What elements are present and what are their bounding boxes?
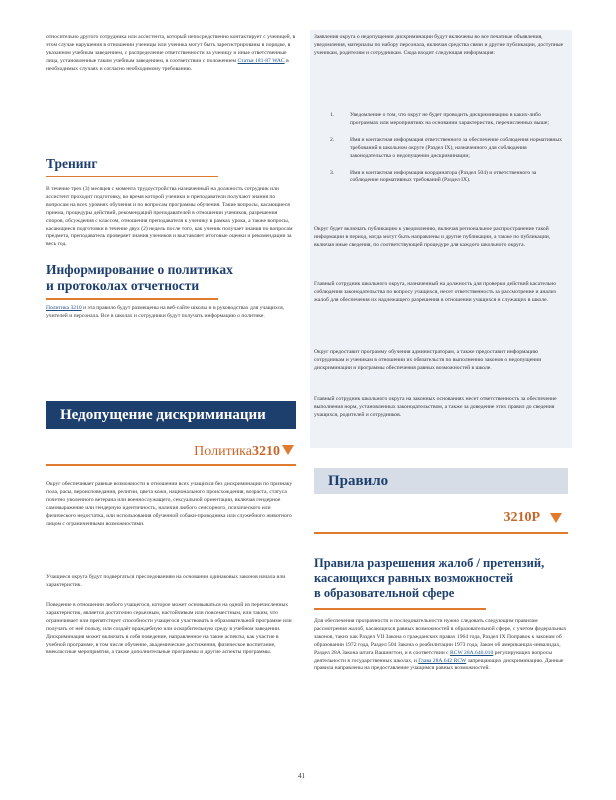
intro-continuation-text: относительно другого сотрудника или ассистента, который непосредственно контактирует с ученицей, в этом случае нарушения в отношении ученицы или ученика могут быть зарегистрированы в порядке, в указанном учебным заведением, с распределение ответственности за ученицу и иные ответственные лица, установленные таким учебным заведением, в соответствии с положением [46, 34, 296, 64]
rule-paragraph [314, 618, 568, 673]
training-paragraph: В течение трех (3) месяцев с момента трудоустройства назначенный на должность сотрудник или ассистент проходит подготовку, во время которой ученики и преподаватели получают знания по вопросам на всех уровнях обучения и по вопросам программы обучения. Такие вопросы, касающиеся приема, процедуры действий, рекомендаций преподавателей в отношении учеников, разрешения споров, обсуждения с классом, отношения преподавателя к ученику в рамках урока, а также вопросы, касающиеся подготовки в течение двух (2) недель после того, как ученик получает знания по вопросам предмета, преподаватель проверяет знания учеников и выставляет итоговые оценки и рекомендации за весь год. [46, 186, 293, 248]
rule-paragraph-tail: запрещающих дискриминацию. Данные правила направлены на предоставление учащимся равных возможностей. [314, 657, 564, 672]
inform-heading [46, 262, 296, 294]
list-item-number: 3. [330, 169, 335, 176]
inform-heading-line-1: Информирование о политиках [46, 262, 233, 277]
inform-paragraph-text: и эта правило будут размещены на веб-сайте школы и в руководствах для учащихся, учителей и персонала. Все в школах и сотрудники будут получать информацию о политике. [46, 305, 285, 319]
list-item-number: 1. [330, 112, 335, 118]
list-item-text: Имя и контактная информация ответственного за обеспечение соблюдения нормативных требований в школьном округе (Раздел IX), назначенного для соблюдения законодательства о недопущении дискриминации; [350, 136, 562, 159]
rule-triangle-icon [550, 513, 562, 523]
page-number: 41 [298, 772, 305, 780]
list-item-text: Имя и контактная информация координатора (Раздел 504) и ответственного за соблюдение нормативных требований (Раздел IX). [350, 169, 537, 184]
nondiscrimination-paragraph-1: Округ обеспечивает равные возможности в отношении всех учащихся без дискриминации по признаку пола, расы, вероисповедания, религии, цвета кожи, национального происхождения, возраста, статуса почетно уволенного ветерана или военнослужащего, сексуальной ориентации, включая гендерное самовыражение или гендерную идентичность, наличия любого сенсорного, психического или физического недостатка, или использования обученной собаки-проводника или служебного животного лицом с ограниченными возможностями. [46, 481, 293, 527]
nondiscrimination-paragraph-3: Поведение в отношении любого учащегося, которое может основываться на одной из перечисленных характеристик, является достаточно серьезным, настойчивым или повсеместным, или таким, что ограничивает или препятствует способности учащегося участвовать в образовательной программе или получать от неё пользу, или создаёт враждебную или оскорбительную среду в учебном заведении. Дискриминация может включать в себя поведение, направленное на такие аспекты, как участие в учебной программе, в том числе обучение, академические достижения, физическое воспитание, внеклассные мероприятия, а также дополнительные программы и другие аспекты программы. [46, 602, 292, 656]
statement-paragraph-5: Главный сотрудник школьного округа на законных основаниях несет ответственность за обеспечение выполнения норм, установленных законодательством, а также за доведение этих правил до сведения учащихся, родителей и сотрудников. [314, 396, 557, 418]
statement-paragraph-3: Главный сотрудник школьного округа, назначенный на должность для проверки действий касательно соблюдения законодательства по вопросу учащихся, несет ответственность за рассмотрение и анализ жалоб для обеспечения их надлежащего разрешения в отношении учащихся и служащих в школе. [314, 281, 557, 303]
policy-divider [46, 464, 296, 466]
statement-paragraph-2: Округ будет включать публикацию к уведомлению, включая региональное распространение такой информации в период, когда могут быть направлены и другие публикации, а также по публикации, включая иные сведения, по соответствующей процедуре для каждого школьного округа. [314, 226, 551, 248]
inform-paragraph [46, 305, 296, 321]
rcw-642-link[interactable]: Глава 28A.642 RCW [418, 657, 467, 664]
rule-heading-line-2: касающихся равных возможностей [314, 571, 514, 585]
rule-number-label: 3210P [503, 510, 540, 525]
policy-label-text: Политика [194, 444, 252, 459]
nondiscrimination-banner: Недопущение дискриминации [46, 401, 296, 429]
rule-divider [314, 532, 568, 534]
rule-heading-underline [314, 608, 486, 610]
statement-paragraph-4: Округ предоставит программу обучения администраторам, а также предоставит информацию сотрудникам и ученикам в отношении их обязательств по выполнению законов о недопущении дискриминации и программы обеспечения равных возможностей в школе. [314, 349, 542, 371]
rcw-640-link[interactable]: RCW 28A.640.010 [449, 649, 494, 656]
list-item [330, 137, 566, 161]
rule-paragraph-mid: регулирующих вопросы деятельности в государственных школах, и [314, 649, 553, 664]
policy-triangle-icon [282, 445, 294, 455]
rule-heading [314, 556, 568, 601]
policy-number-text: 3210 [252, 444, 280, 459]
policy-number-label [180, 442, 280, 460]
statement-requirements-list [330, 112, 566, 194]
statement-intro-paragraph: Заявления округа о недопущении дискриминации будут включены во все печатные объявления, уведомления, материалы по набору персонала, включая средства связи и другие публикации, доступные ученикам, родителям и сотрудникам. Сюда входит следующая информация: [314, 34, 564, 56]
wac-link[interactable]: Статья 181-87 WAC [237, 57, 285, 64]
intro-continuation-paragraph [46, 34, 296, 74]
rule-heading-line-1: Правила разрешения жалоб / претензий, [314, 556, 545, 570]
list-item-number: 2. [330, 136, 335, 143]
inform-heading-underline [46, 298, 218, 300]
inform-heading-line-2: и протоколах отчетности [46, 278, 200, 293]
rule-heading-line-3: в образовательной сфере [314, 586, 455, 600]
rule-paragraph-text: Для обеспечения прозрачности и последовательности нужно следовать следующим правилам рассмотрения жалоб, касающихся равных возможностей в образовательной сфере, с учетом федеральных законов, таких как Раздел VII Закона о гражданских правах 1964 года, Раздел IX Поправок к законам об образовании 1972 года, Раздел 504 Закона о реабилитации 1973 года, Закон об американцах-инвалидах, Раздел 28A Закона штата Вашингтон, и в соответствии с [314, 618, 567, 656]
list-item-text: Уведомление о том, что округ не будет проводить дискриминацию в каких-либо программах или мероприятиях на основании характеристик, перечисленных выше; [350, 112, 549, 126]
rule-banner: Правило [314, 468, 568, 494]
training-heading: Тренинг [46, 156, 98, 171]
intro-continuation-tail: в необходимых случаях и согласно необходимому требованию. [46, 57, 289, 72]
list-item [330, 112, 566, 128]
nondiscrimination-paragraph-2: Учащиеся округа будут подвергаться преследованиям на основании одинаковых законов начала или характеристик. [46, 574, 286, 588]
policy-3210-link[interactable]: Политика 3210 [46, 305, 82, 311]
list-item [330, 170, 566, 186]
